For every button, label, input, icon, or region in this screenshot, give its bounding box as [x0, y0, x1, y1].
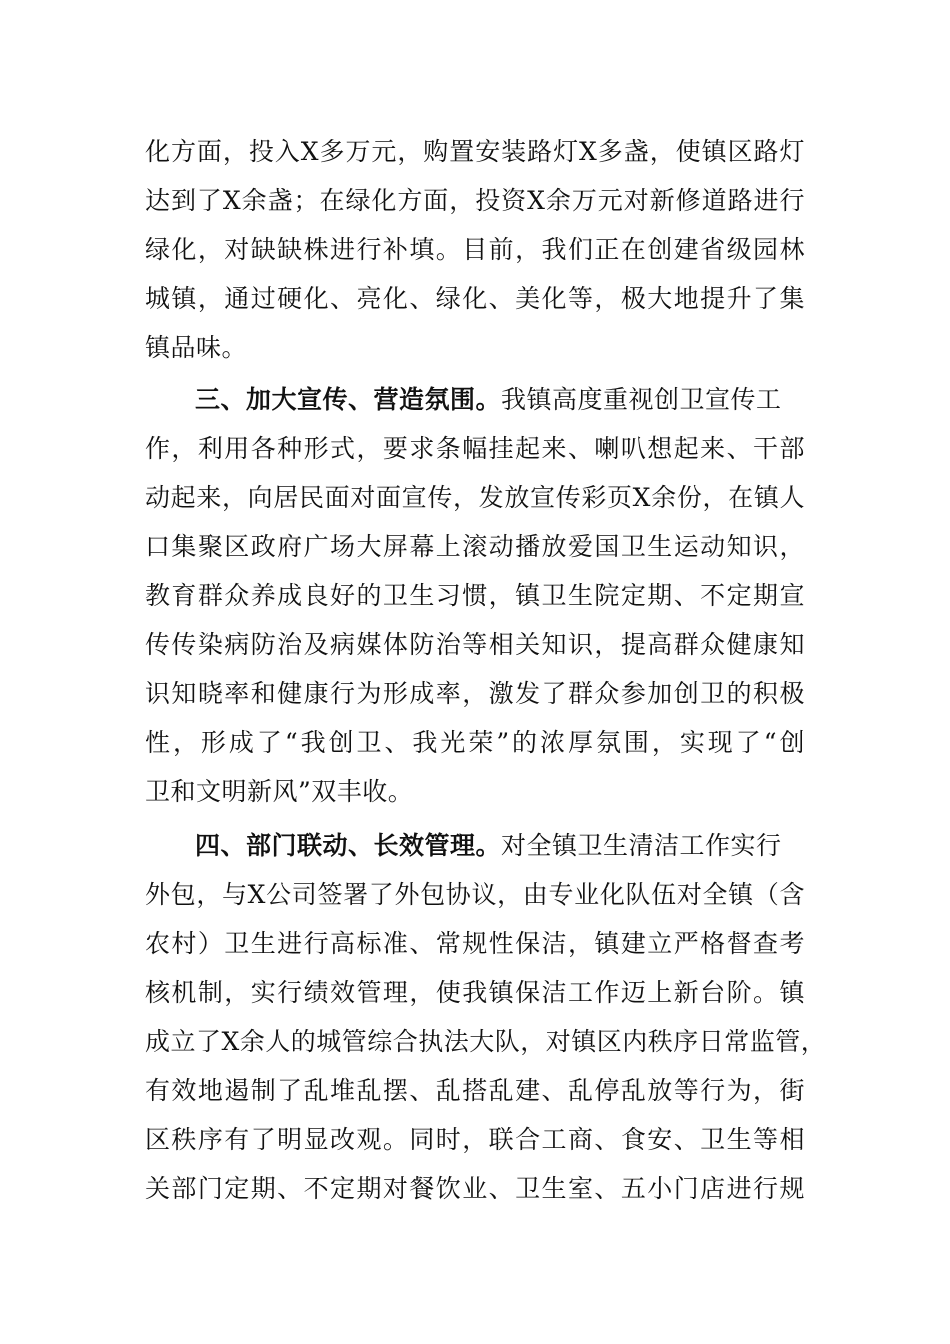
paragraph-1-line-1: 化方面，投入X多万元，购置安装路灯X多盏，使镇区路灯: [145, 137, 805, 166]
paragraph-2-line-5: 教育群众养成良好的卫生习惯，镇卫生院定期、不定期宣: [145, 581, 805, 610]
paragraph-3-line-1-text: 对全镇卫生清洁工作实行: [501, 831, 782, 860]
paragraph-1-line-2: 达到了X余盏；在绿化方面，投资X余万元对新修道路进行: [145, 186, 805, 215]
paragraph-2-line-2: 作，利用各种形式，要求条幅挂起来、喇叭想起来、干部: [145, 434, 805, 463]
paragraph-3-line-5: 成立了X余人的城管综合执法大队，对镇区内秩序日常监管，: [145, 1027, 827, 1056]
paragraph-2-line-6: 传传染病防治及病媒体防治等相关知识，提高群众健康知: [145, 630, 805, 659]
paragraph-2-line-4: 口集聚区政府广场大屏幕上滚动播放爱国卫生运动知识，: [145, 532, 805, 561]
paragraph-2-line-3: 动起来，向居民面对面宣传，发放宣传彩页X余份，在镇人: [145, 483, 805, 512]
section-heading-3: 三、加大宣传、营造氛围。: [195, 385, 502, 414]
paragraph-1-line-5: 镇品味。: [145, 333, 248, 362]
paragraph-1-line-4: 城镇，通过硬化、亮化、绿化、美化等，极大地提升了集: [145, 284, 805, 313]
paragraph-3-line-2: 外包，与X公司签署了外包协议，由专业化队伍对全镇（含: [145, 880, 805, 909]
paragraph-2-line-7: 识知晓率和健康行为形成率，激发了群众参加创卫的积极: [145, 679, 805, 708]
paragraph-3-line-8: 关部门定期、不定期对餐饮业、卫生室、五小门店进行规: [145, 1174, 805, 1203]
paragraph-2-line-8: 性，形成了“我创卫、我光荣”的浓厚氛围，实现了“创: [145, 728, 805, 757]
paragraph-3-line-7: 区秩序有了明显改观。同时，联合工商、食安、卫生等相: [145, 1125, 805, 1154]
paragraph-3-line-4: 核机制，实行绩效管理，使我镇保洁工作迈上新台阶。镇: [145, 978, 805, 1007]
paragraph-2-line-1-text: 我镇高度重视创卫宣传工: [501, 385, 782, 414]
paragraph-2-line-9: 卫和文明新风”双丰收。: [145, 777, 414, 806]
section-heading-4: 四、部门联动、长效管理。: [195, 831, 502, 860]
paragraph-3-line-3: 农村）卫生进行高标准、常规性保洁，镇建立严格督查考: [145, 929, 805, 958]
paragraph-2-first-line: [195, 385, 805, 415]
paragraph-3-line-6: 有效地遏制了乱堆乱摆、乱搭乱建、乱停乱放等行为，街: [145, 1076, 805, 1105]
paragraph-3-first-line: [195, 831, 805, 861]
paragraph-1-line-3: 绿化，对缺缺株进行补填。目前，我们正在创建省级园林: [145, 235, 805, 264]
